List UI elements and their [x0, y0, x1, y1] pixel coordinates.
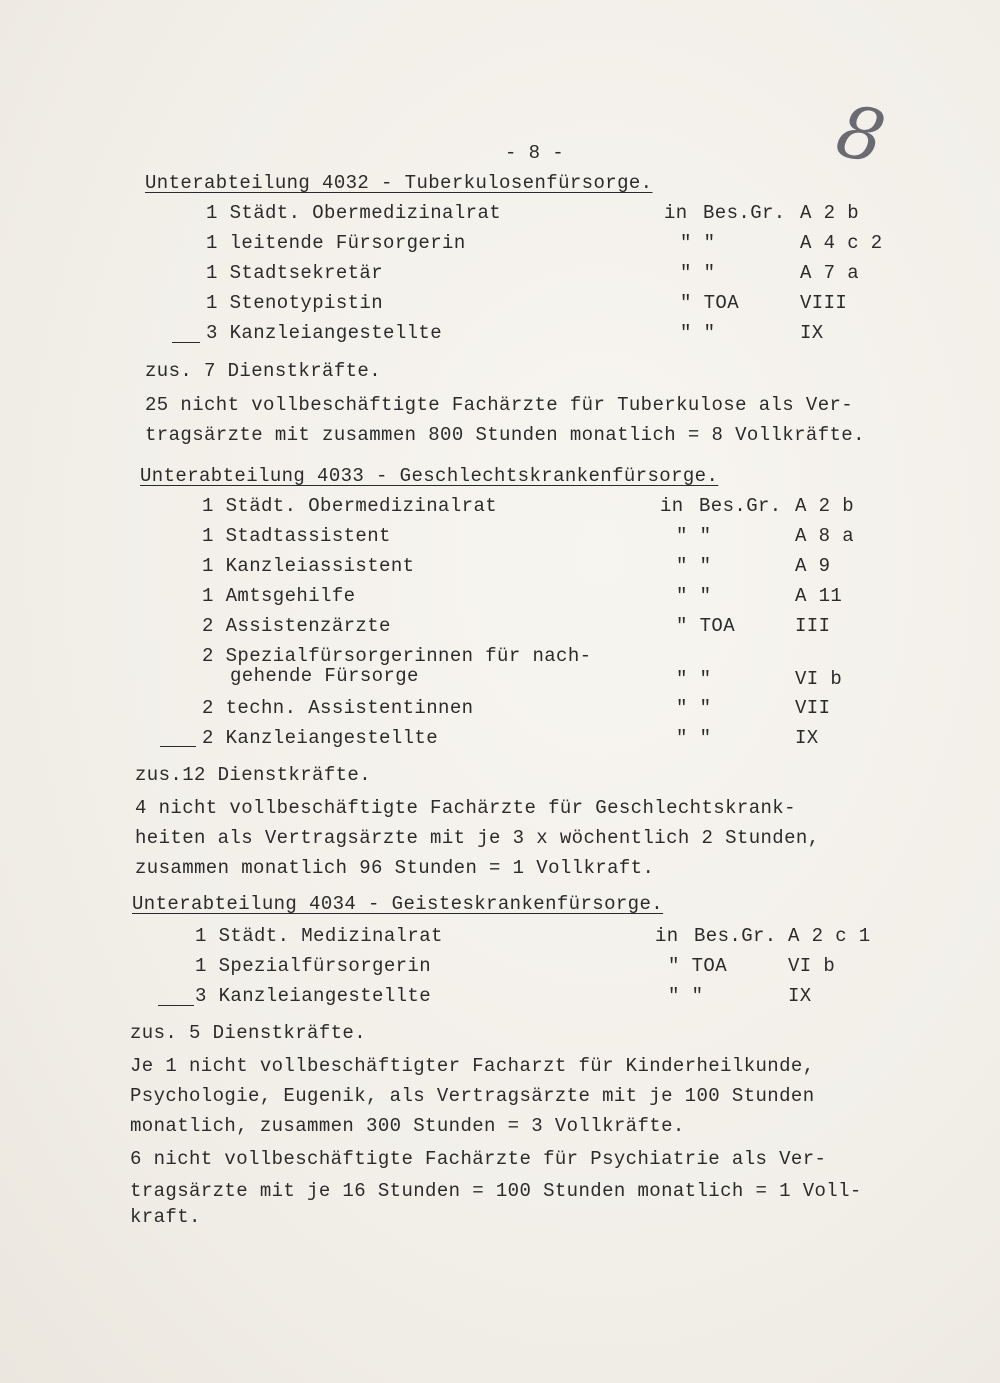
row-position: 1 Stadtsekretär: [206, 262, 384, 284]
note-line: tragsärzte mit zusammen 800 Stunden monatlich = 8 Vollkräfte.: [145, 424, 865, 446]
note-line: kraft.: [130, 1206, 201, 1228]
note-line: zusammen monatlich 96 Stunden = 1 Vollkraft.: [135, 857, 655, 879]
note-line: 4 nicht vollbeschäftigte Fachärzte für Geschlechtskrank-: [135, 797, 796, 819]
row-in: in: [660, 495, 684, 517]
row-grade: A 11: [795, 585, 843, 607]
note-line: Je 1 nicht vollbeschäftigter Facharzt für Kinderheilkunde,: [130, 1055, 815, 1077]
page-number: - 8 -: [505, 142, 565, 164]
row-position: 3 Kanzleiangestellte: [195, 985, 432, 1007]
row-group: " TOA: [668, 955, 728, 977]
row-grade: VI b: [788, 955, 836, 977]
row-grade: IX: [800, 322, 824, 344]
row-position: 3 Kanzleiangestellte: [206, 322, 443, 344]
row-group: " ": [676, 555, 712, 577]
row-group: Bes.Gr.: [703, 202, 786, 224]
row-position: 1 Städt. Medizinalrat: [195, 925, 443, 947]
row-position: 1 Städt. Obermedizinalrat: [202, 495, 498, 517]
staff-total: zus. 5 Dienstkräfte.: [130, 1022, 367, 1044]
row-group: Bes.Gr.: [699, 495, 782, 517]
row-grade: IX: [788, 985, 812, 1007]
row-grade: III: [795, 615, 831, 637]
row-position: 1 Stenotypistin: [206, 292, 384, 314]
row-group: " ": [676, 525, 712, 547]
note-line: 6 nicht vollbeschäftigte Fachärzte für Psychiatrie als Ver-: [130, 1148, 827, 1170]
note-line: Psychologie, Eugenik, als Vertragsärzte mit je 100 Stunden: [130, 1085, 815, 1107]
row-in: in: [655, 925, 679, 947]
row-position-cont: gehende Fürsorge: [230, 665, 419, 687]
note-line: monatlich, zusammen 300 Stunden = 3 Vollkräfte.: [130, 1115, 685, 1137]
row-grade: VI b: [795, 668, 843, 690]
row-grade: A 2 c 1: [788, 925, 871, 947]
row-grade: VIII: [800, 292, 848, 314]
row-group: " ": [676, 697, 712, 719]
staff-total: zus. 7 Dienstkräfte.: [145, 360, 382, 382]
row-position: 1 Stadtassistent: [202, 525, 391, 547]
row-group: " ": [676, 727, 712, 749]
row-group: Bes.Gr.: [694, 925, 777, 947]
row-in: in: [664, 202, 688, 224]
row-position: 1 Kanzleiassistent: [202, 555, 415, 577]
row-grade: A 2 b: [795, 495, 855, 517]
row-grade: A 9: [795, 555, 831, 577]
dash-rule: [160, 746, 196, 747]
section-heading: Unterabteilung 4034 - Geisteskrankenfürsorge.: [132, 893, 664, 915]
row-grade: A 8 a: [795, 525, 855, 547]
row-group: " ": [680, 322, 716, 344]
note-line: 25 nicht vollbeschäftigte Fachärzte für Tuberkulose als Ver-: [145, 394, 854, 416]
note-line: tragsärzte mit je 16 Stunden = 100 Stunden monatlich = 1 Voll-: [130, 1180, 862, 1202]
section-heading: Unterabteilung 4032 - Tuberkulosenfürsorge.: [145, 172, 653, 194]
row-position: 1 Amtsgehilfe: [202, 585, 356, 607]
row-position: 2 techn. Assistentinnen: [202, 697, 474, 719]
section-heading: Unterabteilung 4033 - Geschlechtskrankenfürsorge.: [140, 465, 719, 487]
dash-rule: [172, 342, 200, 343]
row-group: " TOA: [680, 292, 740, 314]
row-group: " ": [676, 668, 712, 690]
row-group: " ": [680, 232, 716, 254]
row-grade: A 4 c 2: [800, 232, 883, 254]
dash-rule: [158, 1005, 194, 1006]
row-group: " ": [668, 985, 704, 1007]
handwritten-page-mark: 8: [829, 88, 893, 180]
row-group: " TOA: [676, 615, 736, 637]
row-grade: VII: [795, 697, 831, 719]
row-position: 2 Assistenzärzte: [202, 615, 391, 637]
row-group: " ": [676, 585, 712, 607]
row-position: 2 Kanzleiangestellte: [202, 727, 439, 749]
row-group: " ": [680, 262, 716, 284]
row-position: 1 leitende Fürsorgerin: [206, 232, 466, 254]
row-grade: IX: [795, 727, 819, 749]
row-grade: A 7 a: [800, 262, 860, 284]
staff-total: zus.12 Dienstkräfte.: [135, 764, 372, 786]
row-position: 1 Städt. Obermedizinalrat: [206, 202, 502, 224]
row-position: 1 Spezialfürsorgerin: [195, 955, 432, 977]
row-grade: A 2 b: [800, 202, 860, 224]
note-line: heiten als Vertragsärzte mit je 3 x wöchentlich 2 Stunden,: [135, 827, 820, 849]
row-position: 2 Spezialfürsorgerinnen für nach-: [202, 645, 592, 667]
